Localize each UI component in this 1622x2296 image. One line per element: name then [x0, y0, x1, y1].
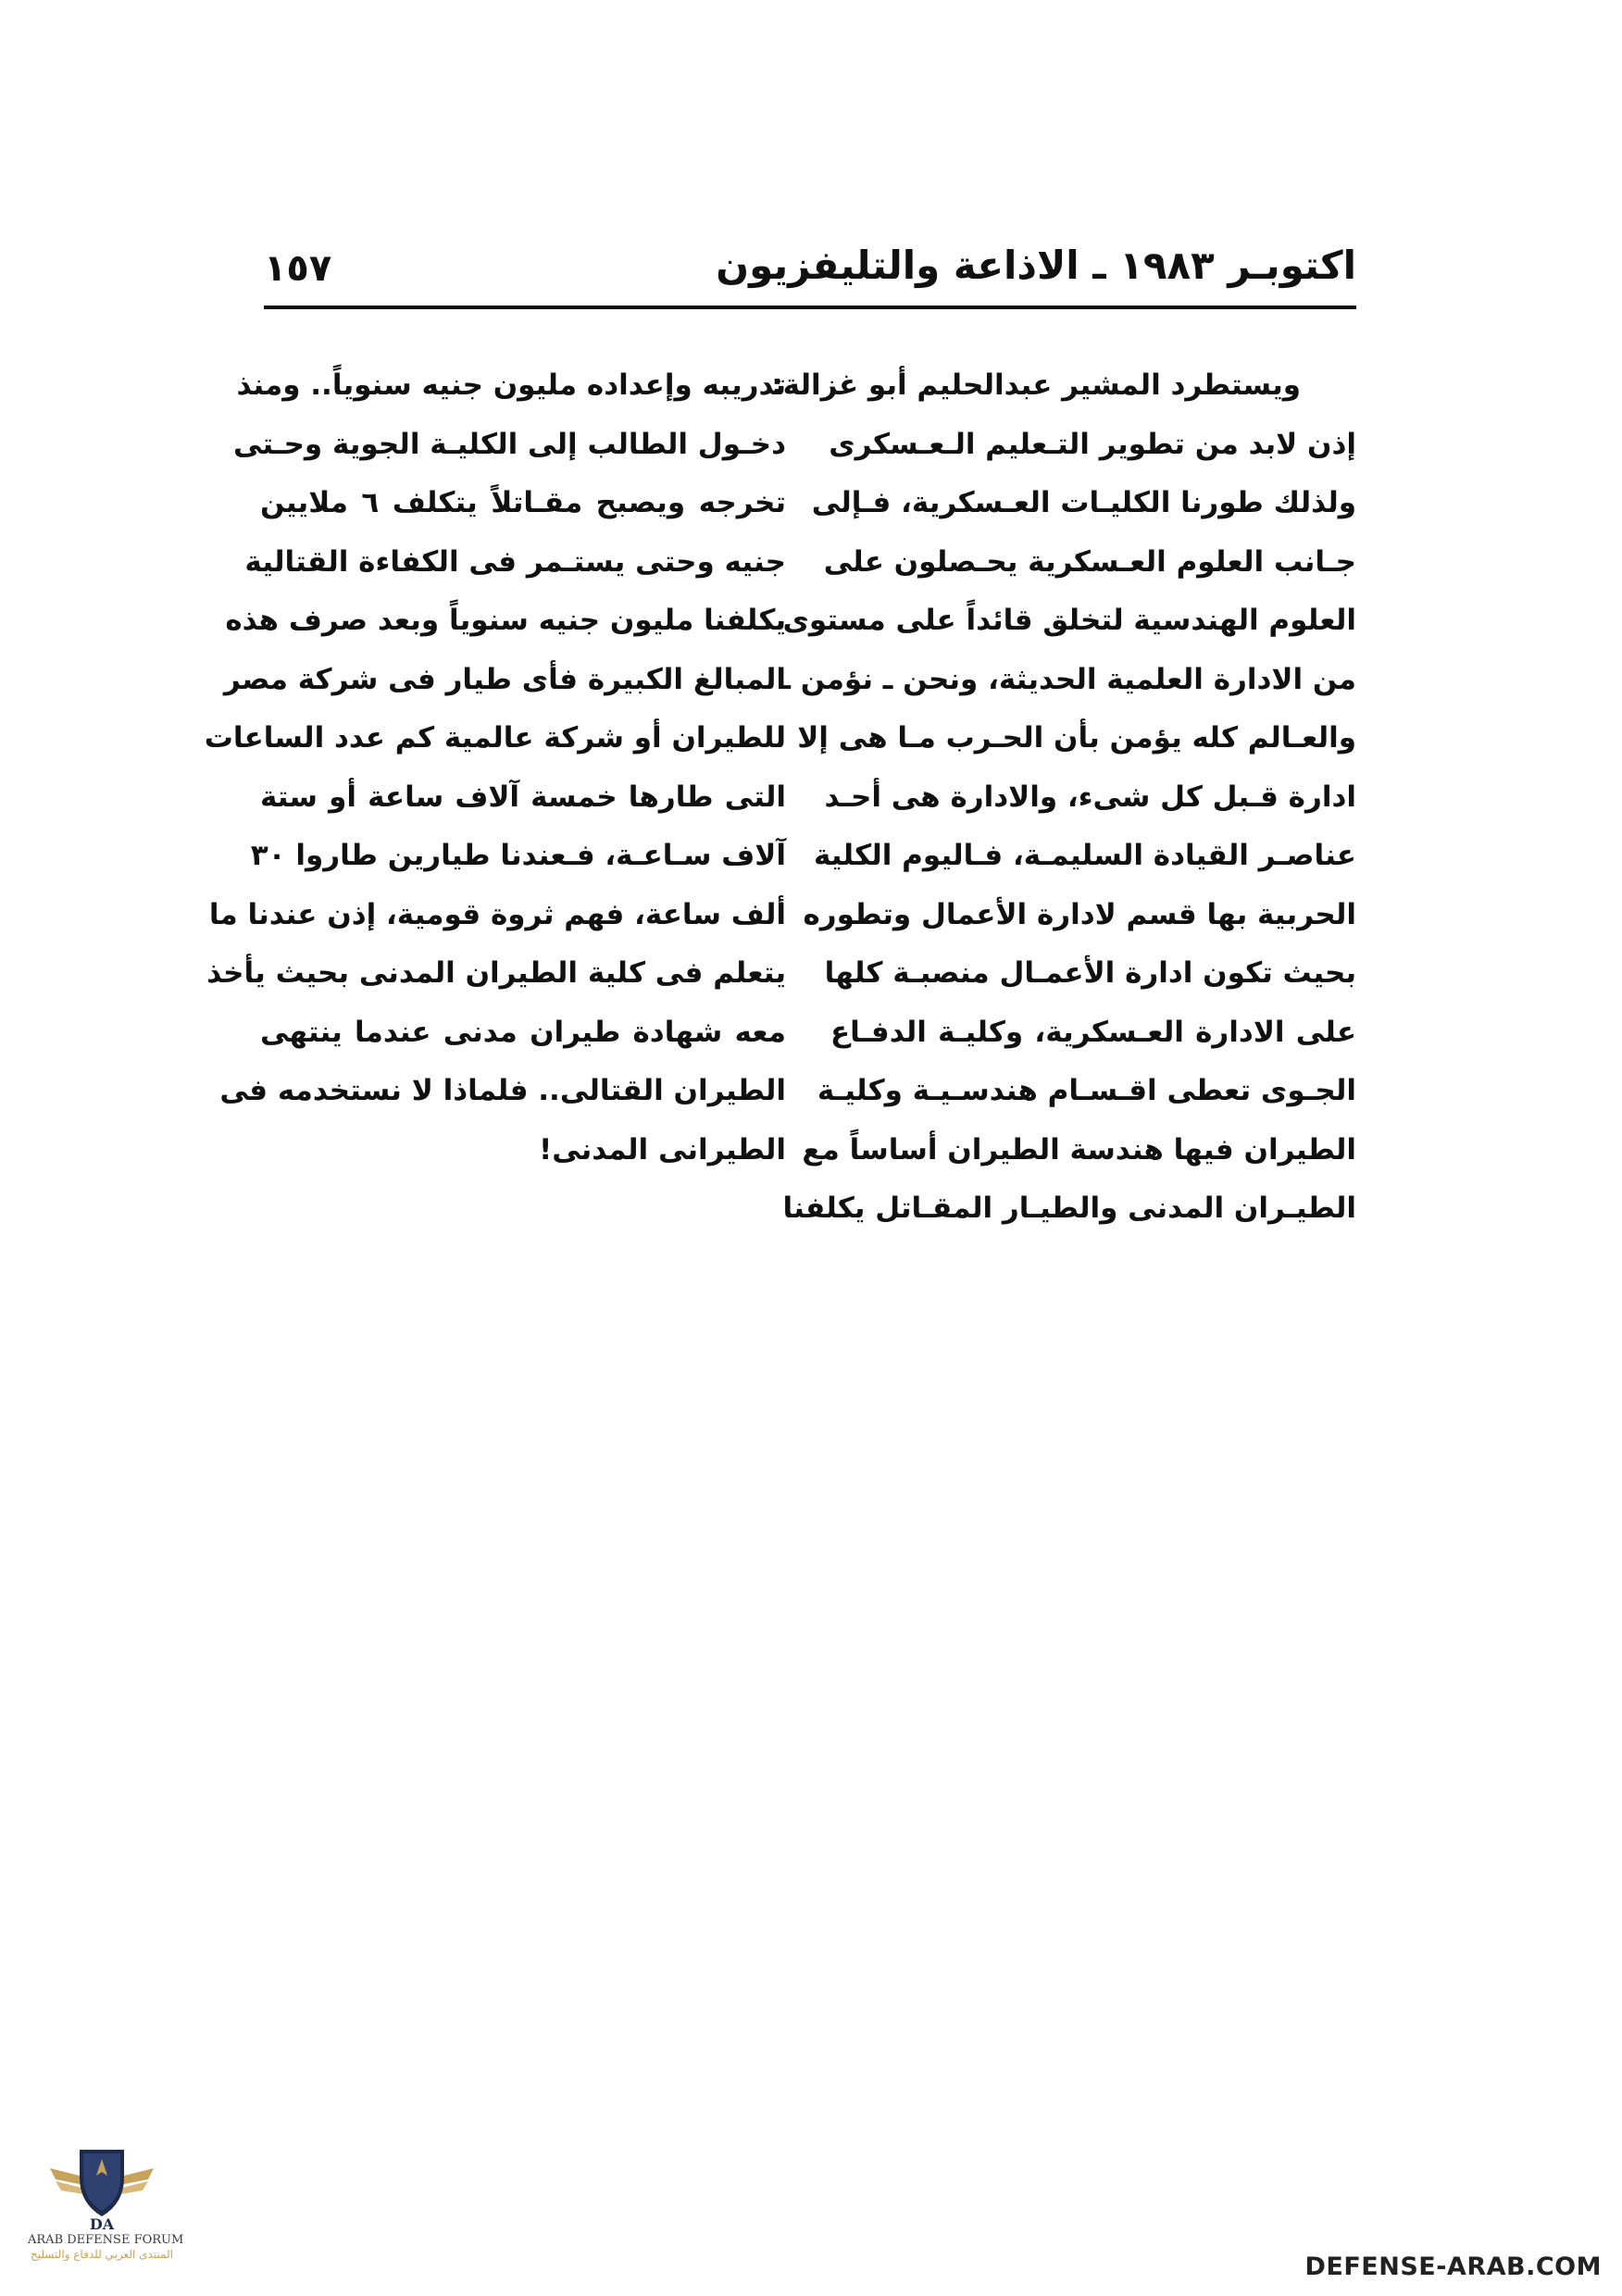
page-header: [264, 243, 1356, 309]
header-divider: [264, 306, 1356, 309]
text-line: الجـوى تعطى اقـسـام هندسـيـة وكليـة: [817, 1074, 1356, 1107]
page-number: ١٥٧: [264, 247, 332, 290]
text-line: والعـالم كله يؤمن بأن الحـرب مـا هى إلا: [797, 721, 1356, 755]
logo-caption-arabic: المنتدى العربي للدفاع والتسليح: [31, 2247, 173, 2261]
text-line: الطيـران المدنى والطيـار المقـاتل يكلفنا: [782, 1192, 1356, 1225]
site-watermark: DEFENSE-ARAB.COM: [1304, 2252, 1602, 2281]
text-line: معه شهادة طيران مدنى عندما ينتهى: [260, 1015, 786, 1049]
text-line: دخـول الطالب إلى الكليـة الجوية وحـتى: [232, 427, 786, 461]
text-line: من الادارة العلمية الحديثة، ونحن ـ نؤمن ـ: [780, 662, 1356, 696]
text-line: يكلفنا مليون جنيه سنوياً وبعد صرف هذه: [225, 604, 786, 637]
text-line: للطيران أو شركة عالمية كم عدد الساعات: [204, 721, 786, 755]
text-line: ادارة قـبل كل شىء، والادارة هى أحـد: [824, 780, 1356, 814]
logo-caption: ARAB DEFENSE FORUM: [28, 2233, 184, 2247]
text-line: تخرجه ويصبح مقـاتلاً يتكلف ٦ ملايين: [260, 486, 786, 519]
text-line: الطيرانى المدنى!: [539, 1132, 786, 1167]
text-line: على الادارة العـسكرية، وكليـة الدفـاع: [830, 1015, 1356, 1049]
text-line: جنيه وحتى يستـمر فى الكفاءة القتالية: [244, 544, 786, 579]
text-line: تدريبه وإعداده مليون جنيه سنوياً.. ومنذ: [236, 368, 786, 402]
text-line: عناصـر القيادة السليمـة، فـاليوم الكلية: [813, 839, 1356, 872]
text-line: ويستطرد المشير عبدالحليم أبو غزالة:: [771, 368, 1301, 402]
running-title: اكتوبـر ١٩٨٣ ـ الاذاعة والتليفزيون: [716, 243, 1356, 288]
text-line: بحيث تكون ادارة الأعمـال منصبـة كلها: [824, 956, 1356, 990]
text-line: آلاف سـاعـة، فـعندنا طيارين طاروا ٣٠: [250, 839, 786, 872]
left-text-column: [204, 356, 786, 1179]
right-text-column: [771, 356, 1356, 1239]
text-line: الحربية بها قسم لادارة الأعمال وتطوره: [803, 897, 1356, 931]
text-line: ألف ساعة، فهم ثروة قومية، إذن عندنا ما: [208, 897, 786, 931]
text-line: ولذلك طورنا الكليـات العـسكرية، فـإلى: [811, 486, 1356, 519]
text-line: يتعلم فى كلية الطيران المدنى بحيث يأخذ: [206, 956, 786, 990]
forum-logo: [28, 2140, 184, 2279]
text-line: إذن لابد من تطوير التـعليم الـعـسكرى: [829, 427, 1356, 461]
text-line: المبالغ الكبيرة فأى طيار فى شركة مصر: [223, 662, 786, 696]
eagle-shield-icon: [46, 2140, 157, 2233]
text-line: الطيران فيها هندسة الطيران أساساً مع: [802, 1132, 1356, 1167]
logo-badge: DA: [89, 2215, 115, 2233]
text-line: الطيران القتالى.. فلماذا لا نستخدمه فى: [219, 1074, 786, 1107]
text-line: التى طارها خمسة آلاف ساعة أو ستة: [260, 780, 786, 814]
text-line: العلوم الهندسية لتخلق قائداً على مستوى: [782, 604, 1356, 637]
text-line: جـانب العلوم العـسكرية يحـصلون على: [823, 544, 1356, 579]
